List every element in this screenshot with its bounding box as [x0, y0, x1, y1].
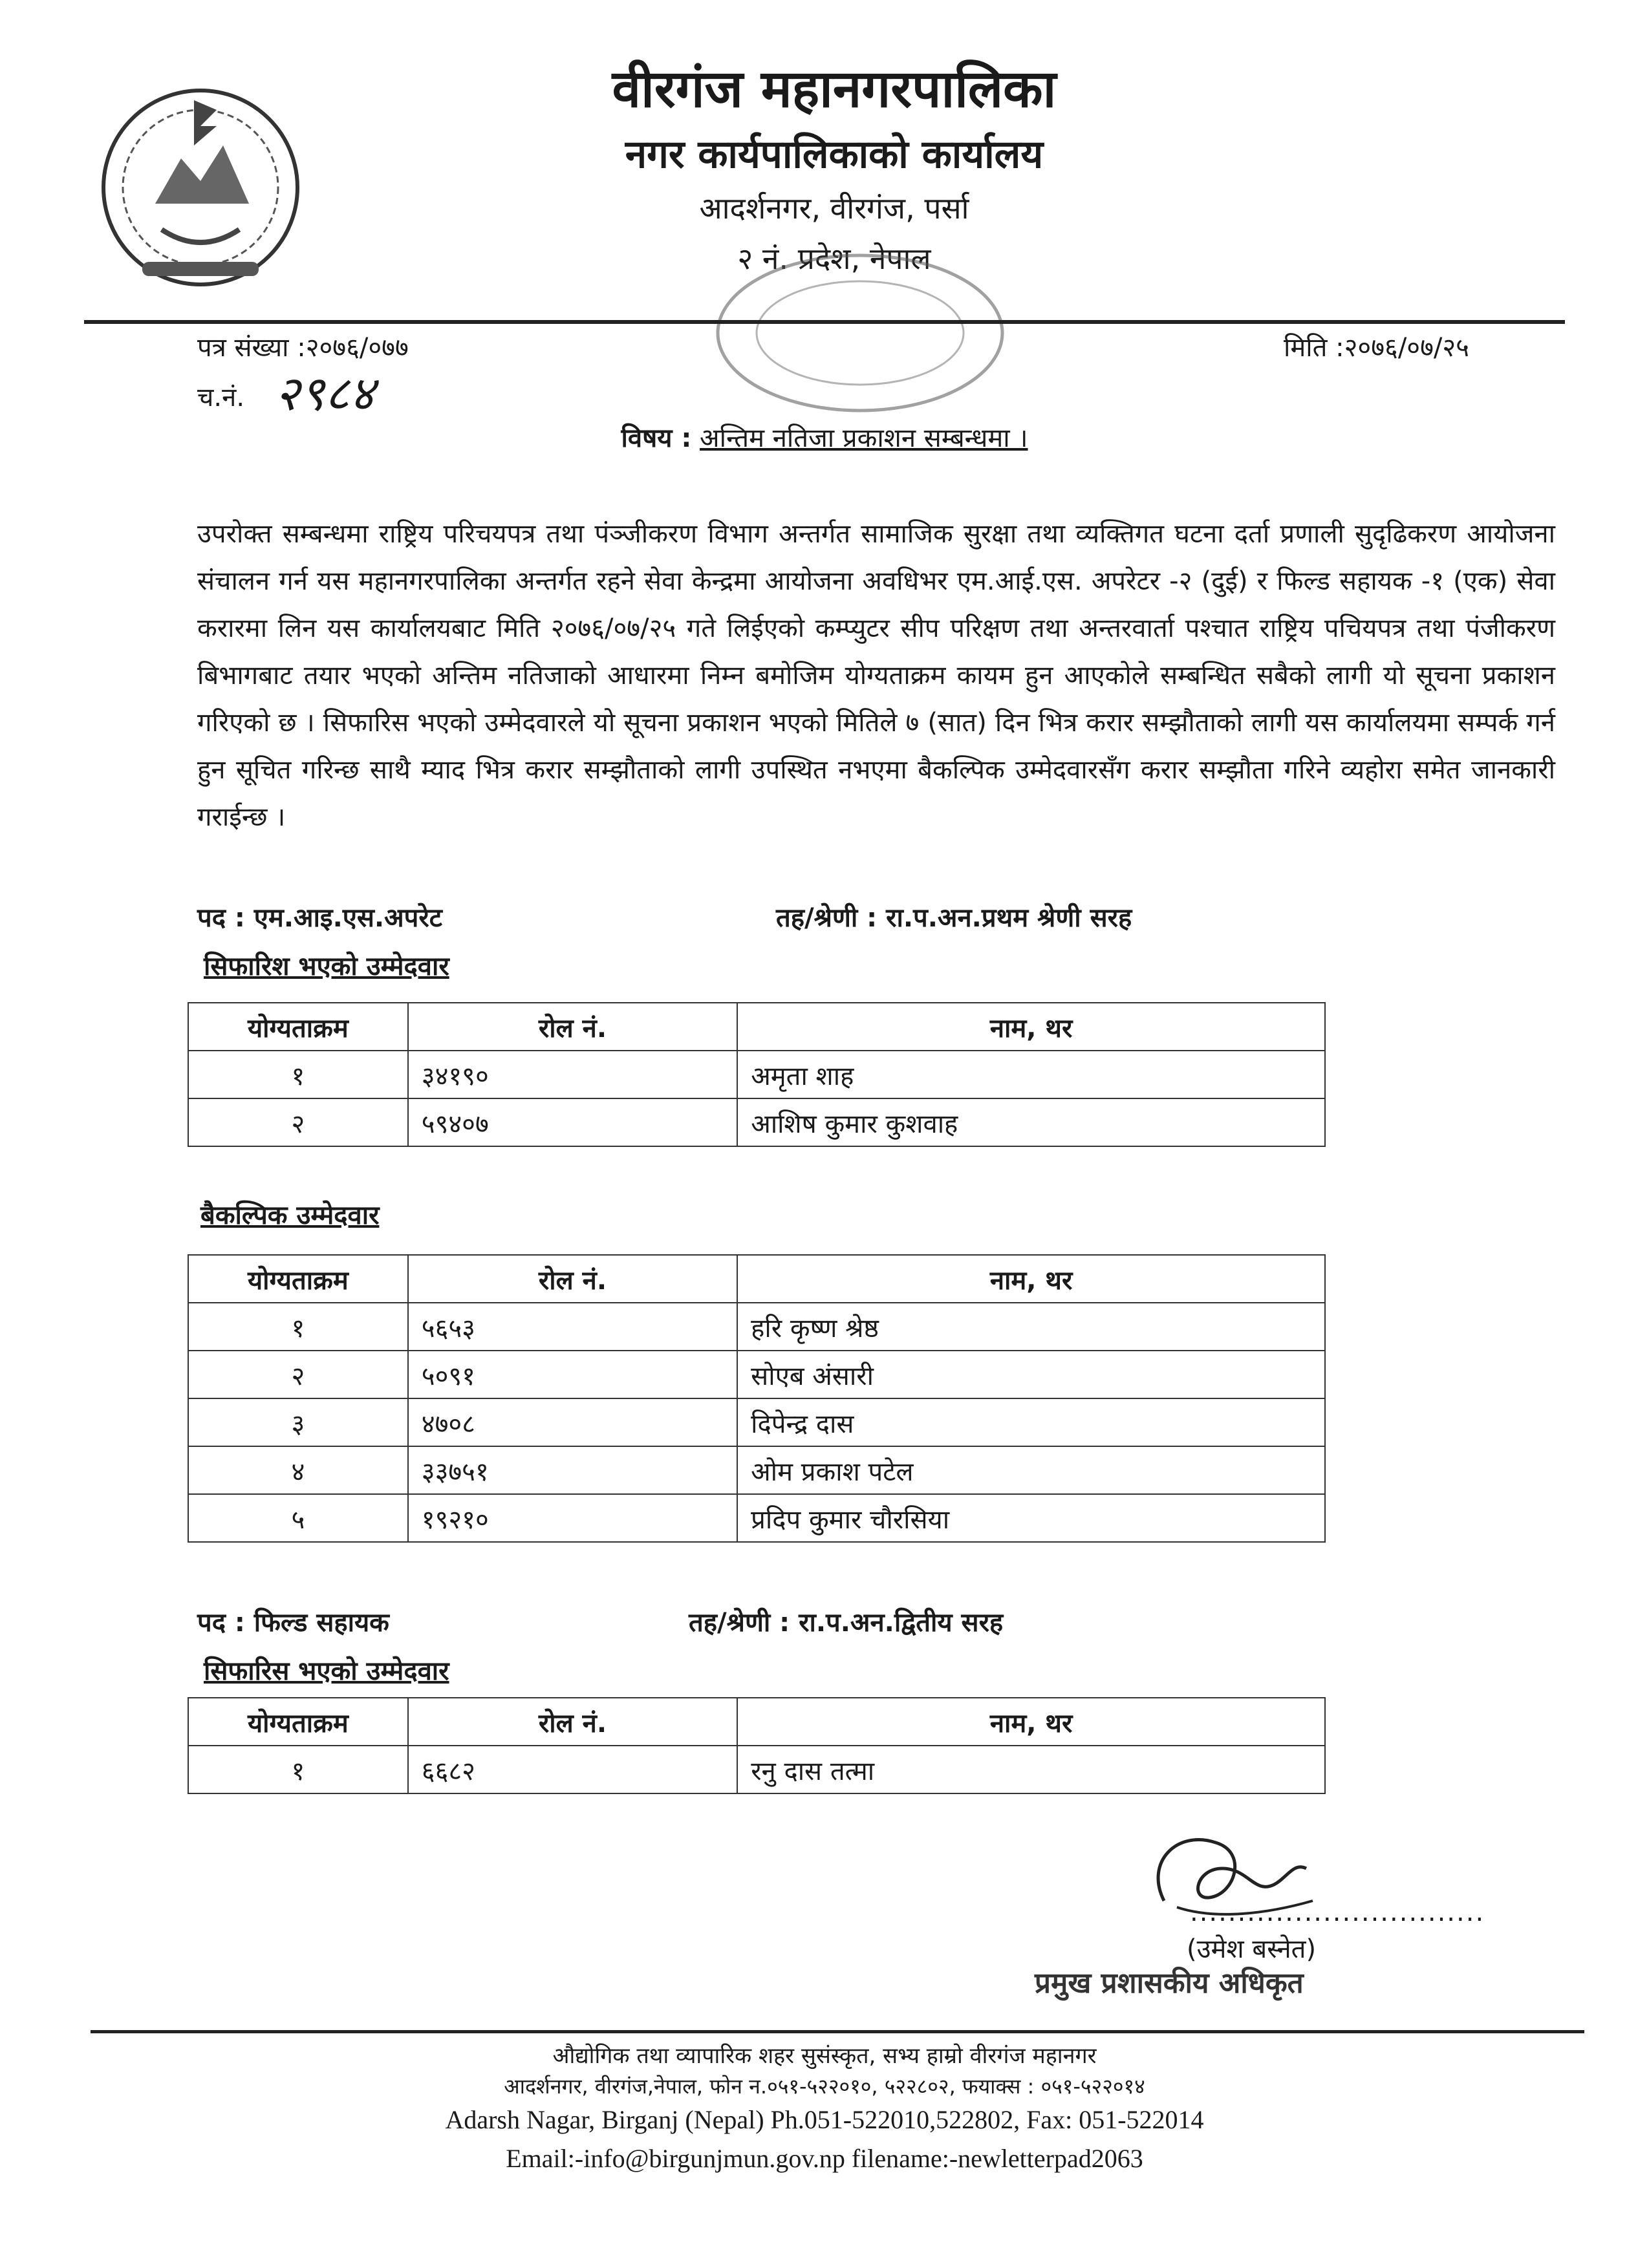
footer-divider: [91, 2030, 1584, 2033]
footer-address-english: Adarsh Nagar, Birganj (Nepal) Ph.051-522010,522802, Fax: 051-522014: [445, 2105, 1204, 2134]
subject-line: [0, 419, 1649, 455]
reference-number: पत्र संख्या :२०७६/०७७: [197, 333, 409, 363]
name-cell: हरि कृष्ण श्रेष्ठ: [737, 1303, 1325, 1351]
rank-cell: २: [188, 1351, 408, 1398]
signatory-designation: प्रमुख प्रशासकीय अधिकृत: [1035, 1967, 1304, 2000]
rank-cell: १: [188, 1746, 408, 1793]
name-header: नाम, थर: [737, 1003, 1325, 1051]
letter-date: मिति :२०७६/०७/२५: [1284, 333, 1469, 363]
rank-cell: १: [188, 1303, 408, 1351]
post1-alternate-table: [188, 1254, 1326, 1543]
office-stamp: [705, 246, 1015, 420]
roll-header: रोल नं.: [408, 1003, 737, 1051]
rank-cell: १: [188, 1051, 408, 1098]
post2-recommended-heading: सिफारिस भएको उम्मेदवार: [204, 1656, 449, 1686]
name-header: नाम, थर: [737, 1698, 1325, 1746]
subject-text: अन्तिम नतिजा प्रकाशन सम्बन्धमा ।: [700, 423, 1028, 453]
table-row: [188, 1351, 1325, 1398]
roll-cell: ३३७५१: [408, 1446, 737, 1494]
table-header-row: [188, 1698, 1325, 1746]
post1-level: तह/श्रेणी : रा.प.अन.प्रथम श्रेणी सरह: [776, 903, 1132, 933]
rank-header: योग्यताक्रम: [188, 1698, 408, 1746]
name-cell: रनु दास तत्मा: [737, 1746, 1325, 1793]
letter-body: उपरोक्त सम्बन्धमा राष्ट्रिय परिचयपत्र तथा पंञ्जीकरण विभाग अन्तर्गत सामाजिक सुरक्षा तथा व्यक्तिगत घटना दर्ता प्रणाली सुदृढिकरण आयोजना संचालन गर्न यस महानगरपालिका अन्तर्गत रहने सेवा केन्द्रमा आयोजना अवधिभर एम.आई.एस. अपरेटर -२ (दुई) र फिल्ड सहायक -१ (एक) सेवा करारमा लिन यस कार्यालयबाट मिति २०७६/०७/२५ गते लिईएको कम्प्युटर सीप परिक्षण तथा अन्तरवार्ता पश्चात राष्ट्रिय पचियपत्र तथा पंजीकरण बिभागबाट तयार भएको अन्तिम नतिजाको आधारमा निम्न बमोजिम योग्यताक्रम कायम हुन आएकोले सम्बन्धित सबैको लागी यो सूचना प्रकाशन गरिएको छ । सिफारिस भएको उम्मेदवारले यो सूचना प्रकाशन भएको मितिले ७ (सात) दिन भित्र करार सम्झौताको लागी यस कार्यालयमा सम्पर्क गर्न हुन सूचित गरिन्छ साथै म्याद भित्र करार सम्झौताको लागी उपस्थित नभएमा बैकल्पिक उम्मेदवारसँग करार सम्झौता गरिने व्यहोरा समेत जानकारी गराईन्छ ।: [197, 519, 1555, 832]
footer-slogan: औद्योगिक तथा व्यापारिक शहर सुसंस्कृत, सभ्य हाम्रो वीरगंज महानगर: [552, 2043, 1097, 2069]
nepal-emblem-logo: [97, 74, 304, 294]
post1-recommended-heading: सिफारिश भएको उम्मेदवार: [204, 952, 449, 981]
table-header-row: [188, 1255, 1325, 1303]
rank-cell: ५: [188, 1494, 408, 1542]
post1-recommended-table: [188, 1002, 1326, 1147]
rank-cell: २: [188, 1098, 408, 1146]
name-cell: आशिष कुमार कुशवाह: [737, 1098, 1325, 1146]
roll-cell: ३४१९०: [408, 1051, 737, 1098]
signature-line: ...............................: [1190, 1898, 1485, 1927]
name-cell: ओम प्रकाश पटेल: [737, 1446, 1325, 1494]
table-row: [188, 1098, 1325, 1146]
dispatch-number-label: च.नं.: [197, 383, 245, 412]
roll-cell: ६६८२: [408, 1746, 737, 1793]
dispatch-number-handwritten: २९८४: [275, 366, 374, 422]
rank-header: योग्यताक्रम: [188, 1255, 408, 1303]
roll-cell: ५०९१: [408, 1351, 737, 1398]
subject-label: विषय :: [621, 423, 692, 453]
table-row: [188, 1051, 1325, 1098]
org-name: वीरगंज महानगरपालिका: [612, 59, 1057, 119]
table-row: [188, 1398, 1325, 1446]
signatory-name: (उमेश बस्नेत): [1187, 1934, 1317, 1964]
rank-header: योग्यताक्रम: [188, 1003, 408, 1051]
name-cell: प्रदिप कुमार चौरसिया: [737, 1494, 1325, 1542]
roll-cell: १९२१०: [408, 1494, 737, 1542]
name-header: नाम, थर: [737, 1255, 1325, 1303]
roll-cell: ४७०८: [408, 1398, 737, 1446]
post1-alternate-heading: बैकल्पिक उम्मेदवार: [200, 1201, 380, 1230]
post2-recommended-table: [188, 1697, 1326, 1794]
post2-title: पद : फिल्ड सहायक: [197, 1608, 389, 1638]
office-name: नगर कार्यपालिकाको कार्यालय: [625, 132, 1044, 177]
roll-cell: ५९४०७: [408, 1098, 737, 1146]
office-address: आदर्शनगर, वीरगंज, पर्सा: [699, 191, 969, 226]
rank-cell: ४: [188, 1446, 408, 1494]
name-cell: अमृता शाह: [737, 1051, 1325, 1098]
post2-level: तह/श्रेणी : रा.प.अन.द्वितीय सरह: [689, 1608, 1004, 1638]
table-row: [188, 1494, 1325, 1542]
footer-address-nepali: आदर्शनगर, वीरगंज,नेपाल, फोन न.०५१-५२२०१०, ५२२८०२, फयाक्स : ०५१-५२२०१४: [504, 2074, 1145, 2099]
roll-cell: ५६५३: [408, 1303, 737, 1351]
office-province: २ नं. प्रदेश, नेपाल: [737, 241, 931, 276]
table-row: [188, 1446, 1325, 1494]
roll-header: रोल नं.: [408, 1255, 737, 1303]
roll-header: रोल नं.: [408, 1698, 737, 1746]
header-divider: [84, 320, 1565, 324]
footer-email: Email:-info@birgunjmun.gov.np filename:-newletterpad2063: [506, 2144, 1143, 2173]
post1-title: पद : एम.आइ.एस.अपरेट: [197, 903, 442, 933]
name-cell: दिपेन्द्र दास: [737, 1398, 1325, 1446]
name-cell: सोएब अंसारी: [737, 1351, 1325, 1398]
rank-cell: ३: [188, 1398, 408, 1446]
table-header-row: [188, 1003, 1325, 1051]
table-row: [188, 1746, 1325, 1793]
table-row: [188, 1303, 1325, 1351]
